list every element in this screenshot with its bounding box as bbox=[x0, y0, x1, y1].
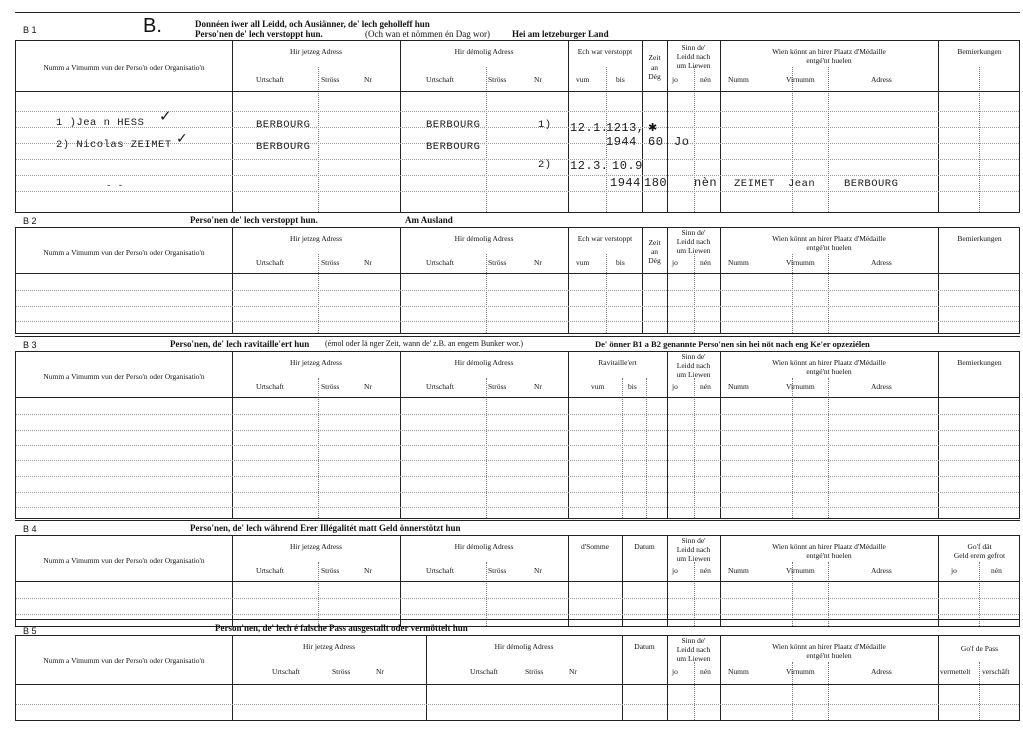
col-urtschaft-2: Urtschaft bbox=[426, 75, 454, 84]
col-urtschaft-2: Urtschaft bbox=[426, 566, 454, 575]
table-b2 bbox=[15, 227, 1020, 334]
entry-person-2: 2) Nicolas ZEIMET bbox=[56, 139, 172, 151]
entry-dead-2: nèn bbox=[694, 176, 718, 190]
col-medal: Wien könnt an hirer Plaatz d'Médaille bbox=[772, 642, 886, 651]
col-urtschaft-2: Urtschaft bbox=[470, 667, 498, 676]
col-sinn-2: Leidd nach bbox=[676, 545, 711, 554]
col-zeit-2: an bbox=[650, 63, 659, 72]
section-title-b: Am Ausland bbox=[405, 215, 453, 225]
col-virnumm: Virnumm bbox=[786, 75, 815, 84]
entry-former-addr-1: BERBOURG bbox=[426, 119, 481, 131]
col-nr: Nr bbox=[376, 667, 384, 676]
check-mark-icon: ✓ bbox=[159, 107, 172, 125]
col-adress: Adress bbox=[871, 258, 892, 267]
entry-to-1a: 1213, bbox=[606, 121, 645, 135]
section-title: Perso'nen, de' lech ravitaille'ert hun bbox=[170, 339, 310, 349]
col-sinn-2: Leidd nach bbox=[676, 645, 711, 654]
col-sinn: Sinn de' bbox=[681, 536, 706, 545]
col-urtschaft-2: Urtschaft bbox=[426, 382, 454, 391]
col-stross-2: Ströss bbox=[525, 667, 544, 676]
col-stross-2: Ströss bbox=[488, 566, 507, 575]
col-medal: Wien könnt an hirer Plaatz d'Médaille bbox=[772, 234, 886, 243]
section-code: B 2 bbox=[23, 216, 37, 226]
col-bis: bis bbox=[616, 75, 625, 84]
entry-days-2: 180 bbox=[644, 176, 668, 190]
col-medal-2: entgé'nt huelen bbox=[806, 243, 852, 252]
section-title-d: Hei am letzeburger Land bbox=[512, 29, 609, 39]
col-stross: Ströss bbox=[321, 258, 340, 267]
check-mark-icon: ✓ bbox=[176, 131, 188, 147]
col-nen: nén bbox=[700, 382, 711, 391]
entry-dash: - - bbox=[106, 181, 124, 191]
section-code: B 1 bbox=[23, 25, 37, 35]
col-urtschaft: Urtschaft bbox=[256, 382, 284, 391]
entry-medal-addr: BERBOURG bbox=[844, 178, 899, 190]
col-adress: Adress bbox=[871, 382, 892, 391]
section-title: Person'nen, de' lech é falsche Pass ausgestallt oder vermöttelt hun bbox=[215, 623, 468, 633]
section-title-bar bbox=[15, 212, 1020, 228]
col-stross-2: Ströss bbox=[488, 258, 507, 267]
col-jo: jo bbox=[672, 566, 678, 575]
col-urtschaft: Urtschaft bbox=[256, 75, 284, 84]
table-b5 bbox=[15, 635, 1020, 721]
col-virnumm: Virnumm bbox=[786, 382, 815, 391]
col-medal-2: entgé'nt huelen bbox=[806, 551, 852, 560]
col-pass: Go'f de Pass bbox=[960, 644, 999, 653]
col-sinn: Sinn de' bbox=[681, 352, 706, 361]
col-nr: Nr bbox=[364, 382, 372, 391]
table-b3 bbox=[15, 351, 1020, 519]
col-vum: vum bbox=[576, 258, 590, 267]
section-title-bar bbox=[15, 619, 1020, 635]
col-sinn-3: um Liewen bbox=[676, 370, 711, 379]
col-datum: Datum bbox=[634, 542, 655, 551]
col-nen: nén bbox=[700, 566, 711, 575]
col-bemierkungen: Bemierkungen bbox=[957, 47, 1002, 56]
col-zeit-3: Dég bbox=[648, 72, 661, 81]
col-jo: jo bbox=[672, 382, 678, 391]
col-sinn-3: um Liewen bbox=[676, 61, 711, 70]
entry-marker-1: 1) bbox=[538, 119, 552, 131]
section-title: Donnéen iwer all Leidd, och Ausiänner, de' lech geholleff hun bbox=[195, 19, 430, 29]
col-urtschaft: Urtschaft bbox=[256, 258, 284, 267]
col-sinn-3: um Liewen bbox=[676, 246, 711, 255]
col-current-addr: Hir jetzeg Adress bbox=[289, 234, 343, 243]
col-bemierkungen: Bemierkungen bbox=[957, 234, 1002, 243]
col-sinn-3: um Liewen bbox=[676, 654, 711, 663]
col-numm: Numm bbox=[728, 667, 749, 676]
col-datum: Datum bbox=[634, 642, 655, 651]
col-former-addr: Hir démolig Adress bbox=[494, 642, 554, 651]
col-current-addr: Hir jetzeg Adress bbox=[289, 358, 343, 367]
col-bis: bis bbox=[628, 382, 637, 391]
col-urtschaft: Urtschaft bbox=[256, 566, 284, 575]
col-hidden: Ech war verstoppt bbox=[577, 234, 633, 243]
entry-current-addr-1: BERBOURG bbox=[256, 119, 311, 131]
col-virnumm: Virnumm bbox=[786, 667, 815, 676]
col-geld-2: Geld erem gefrot bbox=[953, 551, 1006, 560]
col-stross: Ströss bbox=[321, 75, 340, 84]
entry-to-2b: 1944 bbox=[610, 176, 641, 190]
col-medal: Wien könnt an hirer Plaatz d'Médaille bbox=[772, 47, 886, 56]
col-adress: Adress bbox=[871, 667, 892, 676]
col-current-addr: Hir jetzeg Adress bbox=[289, 542, 343, 551]
col-medal-2: entgé'nt huelen bbox=[806, 56, 852, 65]
entry-alive-1: Jo bbox=[674, 135, 690, 149]
col-urtschaft: Urtschaft bbox=[272, 667, 300, 676]
entry-current-addr-2: BERBOURG bbox=[256, 141, 311, 153]
col-name: Numm a Vimumm vun der Perso'n oder Organisatio'n bbox=[43, 556, 205, 565]
col-stross-2: Ströss bbox=[488, 382, 507, 391]
section-title-bar bbox=[15, 520, 1020, 536]
table-b4 bbox=[15, 535, 1020, 627]
col-verschaft: verschâft bbox=[982, 667, 1010, 676]
col-nr-2: Nr bbox=[534, 75, 542, 84]
col-nen: nén bbox=[700, 75, 711, 84]
entry-person-1: 1 )Jea n HESS bbox=[56, 117, 145, 129]
col-geld: Go'f dät bbox=[967, 542, 992, 551]
col-name: Numm a Vimumm vun der Perso'n oder Organisatio'n bbox=[43, 63, 205, 72]
col-jo: jo bbox=[672, 258, 678, 267]
col-former-addr: Hir démolig Adress bbox=[454, 358, 514, 367]
col-adress: Adress bbox=[871, 75, 892, 84]
col-vermettelt: vermettelt bbox=[940, 667, 971, 676]
form-letter: B. bbox=[143, 15, 162, 37]
col-bemierkungen: Bemierkungen bbox=[957, 358, 1002, 367]
col-zeit-2: an bbox=[650, 247, 659, 256]
entry-from-1: 12.1. bbox=[570, 121, 609, 135]
col-numm: Numm bbox=[728, 382, 749, 391]
col-zeit-3: Dég bbox=[648, 256, 661, 265]
col-virnumm: Virnumm bbox=[786, 258, 815, 267]
col-medal-2: entgé'nt huelen bbox=[806, 367, 852, 376]
col-stross: Ströss bbox=[321, 566, 340, 575]
col-nen: nén bbox=[700, 258, 711, 267]
entry-marker-2: 2) bbox=[538, 159, 552, 171]
col-nr: Nr bbox=[364, 75, 372, 84]
col-name: Numm a Vimumm vun der Perso'n oder Organisatio'n bbox=[43, 248, 205, 257]
col-numm: Numm bbox=[728, 75, 749, 84]
col-name: Numm a Vimumm vun der Perso'n oder Organisatio'n bbox=[43, 656, 205, 665]
section-title-bar bbox=[15, 12, 1020, 39]
col-sinn-2: Leidd nach bbox=[676, 52, 711, 61]
section-title-c: (Och wan et nömmen én Dag wor) bbox=[365, 29, 490, 39]
col-nr: Nr bbox=[364, 258, 372, 267]
col-current-addr: Hir jetzeg Adress bbox=[289, 47, 343, 56]
table-b1 bbox=[15, 40, 1020, 213]
col-adress: Adress bbox=[871, 566, 892, 575]
col-zeit: Zeit bbox=[648, 238, 661, 247]
col-nen-2: nén bbox=[991, 566, 1002, 575]
form-sheet bbox=[15, 12, 1020, 722]
section-title: Perso'nen de' lech verstoppt hun. bbox=[190, 215, 318, 225]
col-medal: Wien könnt an hirer Plaatz d'Médaille bbox=[772, 542, 886, 551]
entry-former-addr-2: BERBOURG bbox=[426, 141, 481, 153]
entry-to-2a: 10.9 bbox=[612, 159, 643, 173]
section-code: B 5 bbox=[23, 626, 37, 636]
section-title: Perso'nen, de' lech während Erer Illégalitét matt Geld önnerstötzt hun bbox=[190, 523, 461, 533]
col-nen: nén bbox=[700, 667, 711, 676]
entry-days-1: 60 bbox=[648, 135, 664, 149]
entry-to-1b: 1944 bbox=[606, 135, 637, 149]
col-sinn-2: Leidd nach bbox=[676, 237, 711, 246]
col-former-addr: Hir démolig Adress bbox=[454, 234, 514, 243]
col-jo: jo bbox=[672, 667, 678, 676]
col-bis: bis bbox=[616, 258, 625, 267]
col-sinn: Sinn de' bbox=[681, 636, 706, 645]
col-jo-2: jo bbox=[951, 566, 957, 575]
col-somme: d'Somme bbox=[580, 542, 610, 551]
col-sinn: Sinn de' bbox=[681, 43, 706, 52]
section-code: B 3 bbox=[23, 340, 37, 350]
col-nr-2: Nr bbox=[534, 382, 542, 391]
col-virnumm: Virnumm bbox=[786, 566, 815, 575]
section-title-b: (émol oder lä nger Zeit, wann de' z.B. an engem Bunker wor.) bbox=[325, 339, 524, 348]
entry-from-2: 12.3. bbox=[570, 159, 609, 173]
col-medal: Wien könnt an hirer Plaatz d'Médaille bbox=[772, 358, 886, 367]
col-hidden: Ech war verstoppt bbox=[577, 47, 633, 56]
col-former-addr: Hir démolig Adress bbox=[454, 542, 514, 551]
col-sinn: Sinn de' bbox=[681, 228, 706, 237]
col-sinn-3: um Liewen bbox=[676, 554, 711, 563]
col-stross: Ströss bbox=[321, 382, 340, 391]
col-name: Numm a Vimumm vun der Perso'n oder Organisatio'n bbox=[43, 372, 205, 381]
section-title-c: De' önner B1 a B2 genannte Perso'nen sin hei nöt nach eng Ke'er opzeziélen bbox=[595, 339, 870, 349]
col-medal-2: entgé'nt huelen bbox=[806, 651, 852, 660]
section-title-b: Perso'nen de' lech verstoppt hun. bbox=[195, 29, 323, 39]
section-title-bar bbox=[15, 336, 1020, 352]
col-nr-2: Nr bbox=[569, 667, 577, 676]
col-stross-2: Ströss bbox=[488, 75, 507, 84]
col-jo: jo bbox=[672, 75, 678, 84]
col-current-addr: Hir jetzeg Adress bbox=[302, 642, 356, 651]
section-code: B 4 bbox=[23, 524, 37, 534]
col-numm: Numm bbox=[728, 566, 749, 575]
col-zeit: Zeit bbox=[648, 53, 661, 62]
col-urtschaft-2: Urtschaft bbox=[426, 258, 454, 267]
entry-medal-name: ZEIMET bbox=[734, 178, 775, 190]
col-nr-2: Nr bbox=[534, 566, 542, 575]
col-ravitaille: Ravitaille'ert bbox=[598, 358, 637, 367]
col-nr-2: Nr bbox=[534, 258, 542, 267]
col-vum: vum bbox=[576, 75, 590, 84]
col-vum: vum bbox=[591, 382, 605, 391]
col-stross: Ströss bbox=[332, 667, 351, 676]
col-former-addr: Hir démolig Adress bbox=[454, 47, 514, 56]
col-sinn-2: Leidd nach bbox=[676, 361, 711, 370]
col-nr: Nr bbox=[364, 566, 372, 575]
entry-medal-first: Jean bbox=[788, 178, 816, 190]
ink-blot-icon: ✱ bbox=[648, 121, 658, 134]
col-numm: Numm bbox=[728, 258, 749, 267]
